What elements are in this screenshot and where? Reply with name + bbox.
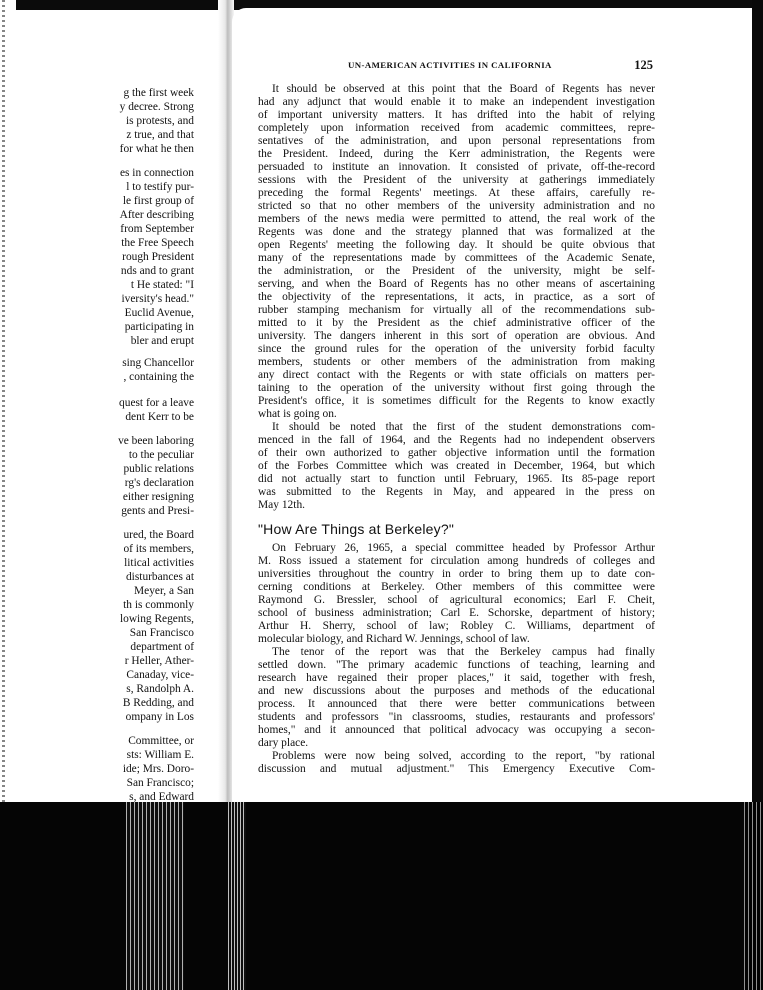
left-fragment: litical activities <box>124 557 194 569</box>
body-line: Arthur H. Sherry, school of law; Robley C. Williams, department of <box>258 620 655 632</box>
body-line: of the Forbes Committee which was created in December, 1964, but which <box>258 460 655 472</box>
page-header <box>258 58 655 74</box>
running-head: UN-AMERICAN ACTIVITIES IN CALIFORNIA <box>348 60 552 70</box>
left-fragment: rough President <box>122 251 194 263</box>
body-line: homes," and it announced that political advocacy was occupying a secon- <box>258 724 655 736</box>
left-fragment: Canaday, vice- <box>126 669 194 681</box>
body-line: what is going on. <box>258 408 337 420</box>
left-fragment: s, and Edward <box>129 791 194 803</box>
left-fragment: z true, and that <box>126 129 194 141</box>
body-line: members, students or other members of the administration from making <box>258 356 655 368</box>
body-line: preceding the formal Regents' meetings. At these affairs, carefully re- <box>258 187 655 199</box>
body-line: open Regents' meeting the following day. It should be quite obvious that <box>258 239 655 251</box>
body-line: school of business administration; Carl E. Schorske, department of history; <box>258 607 655 619</box>
body-line: settled down. "The primary academic functions of teaching, learning and <box>258 659 655 671</box>
body-line: and new discussions about the purposes and methods of the educational <box>258 685 655 697</box>
body-line: Problems were now being solved, according to the report, "by rational <box>272 750 655 762</box>
body-line: taining to the operation of the university without first going through the <box>258 382 655 394</box>
body-line: menced in the fall of 1964, and the Regents had no independent observers <box>258 434 655 446</box>
scan-streak <box>126 802 184 990</box>
left-fragment: es in connection <box>119 167 194 179</box>
section-heading: "How Are Things at Berkeley?" <box>258 521 455 537</box>
left-fragment: th is commonly <box>123 599 194 611</box>
body-line: May 12th. <box>258 499 306 511</box>
left-fragment: gents and Presi- <box>121 505 194 517</box>
body-line: university. The dangers inherent in this sort of operation are obvious. And <box>258 330 655 342</box>
left-fragment: department of <box>130 641 194 653</box>
left-fragment: sts: William E. <box>126 749 194 761</box>
left-fragment: ompany in Los <box>125 711 194 723</box>
left-fragment: B Redding, and <box>122 697 194 709</box>
body-line: of their own authorized to gather objective information until the formation <box>258 447 655 459</box>
scan-bottom-border <box>0 802 763 990</box>
left-fragment: dent Kerr to be <box>125 411 194 423</box>
left-fragment: sing Chancellor <box>122 357 194 369</box>
body-line: Raymond G. Bressler, school of agricultural economics; Earl F. Cheit, <box>258 594 655 606</box>
body-line: cerning conditions at Berkeley. Other members of this committee were <box>258 581 655 593</box>
body-line: persuaded to institute an innovation. It consisted of private, off-the-record <box>258 161 655 173</box>
body-line: the administration, or the President of the university, might be self- <box>258 265 655 277</box>
body-line: sentatives of the administration, and upon personal representations from <box>258 135 655 147</box>
left-fragment: iversity's head." <box>121 293 194 305</box>
left-fragment: ide; Mrs. Doro- <box>122 763 194 775</box>
body-line: M. Ross issued a statement for circulation among hundreds of colleges and <box>258 555 655 567</box>
left-fragment: r Heller, Ather- <box>124 655 194 667</box>
left-fragment: San Francisco <box>129 627 194 639</box>
body-line: sessions with the President of the university at gatherings immediately <box>258 174 655 186</box>
left-fragment: s, Randolph A. <box>126 683 194 695</box>
body-line: serving, and when the Board of Regents has no other means of ascertaining <box>258 278 655 290</box>
left-fragment: of its members, <box>123 543 194 555</box>
body-line: rubber stamping mechanism for virtually all of the recommendations sub- <box>258 304 655 316</box>
left-fragment: l to testify pur- <box>126 181 194 193</box>
left-fragment: Meyer, a San <box>134 585 194 597</box>
body-line: process. It announced that there were better communications between <box>258 698 655 710</box>
left-fragment: disturbances at <box>125 571 194 583</box>
left-fragment: the Free Speech <box>121 237 194 249</box>
left-fragment: public relations <box>123 463 194 475</box>
left-fragment: , containing the <box>123 371 194 383</box>
left-fragment: Committee, or <box>128 735 194 747</box>
body-line: dary place. <box>258 737 309 749</box>
left-fragment: After describing <box>119 209 194 221</box>
scan-streak <box>228 802 246 990</box>
body-line: any direct contact with the Regents or with state officials on matters per- <box>258 369 655 381</box>
body-line: since the ground rules for the operation of the university forbid faculty <box>258 343 655 355</box>
left-fragment: Euclid Avenue, <box>124 307 194 319</box>
left-fragment: either resigning <box>122 491 194 503</box>
left-fragment: t He stated: "I <box>130 279 194 291</box>
body-line: It should be noted that the first of the student demonstrations com- <box>272 421 655 433</box>
left-fragment: ve been laboring <box>118 435 194 447</box>
body-line: was submitted to the Regents in May, and appeared in the press on <box>258 486 655 498</box>
body-line: The tenor of the report was that the Berkeley campus had finally <box>272 646 655 658</box>
body-line: President's office, it is sometimes difficult for the Regents to know exactly <box>258 395 655 407</box>
body-line: completely upon information received from academic committees, repre- <box>258 122 655 134</box>
body-line: discussion and mutual adjustment." This Emergency Executive Com- <box>258 763 655 775</box>
left-fragment: is protests, and <box>125 115 194 127</box>
left-fragment: lowing Regents, <box>119 613 194 625</box>
left-fragment: participating in <box>124 321 194 333</box>
left-fragment: rg's declaration <box>124 477 194 489</box>
left-fragment: for what he then <box>119 143 194 155</box>
body-line: the President. Indeed, during the Kerr administration, the Regents were <box>258 148 655 160</box>
left-fragment: ured, the Board <box>123 529 194 541</box>
left-fragment: from September <box>120 223 194 235</box>
body-line: of important university matters. It has drifted into the habit of relying <box>258 109 655 121</box>
body-line: had any adjunct that would enable it to make an independent investigation <box>258 96 655 108</box>
left-fragment: g the first week <box>123 87 194 99</box>
scan-streak <box>744 802 763 990</box>
left-fragment: nds and to grant <box>120 265 194 277</box>
body-line: students and professors "in classrooms, studies, restaurants and professors' <box>258 711 655 723</box>
body-line: molecular biology, and Richard W. Jennings, school of law. <box>258 633 530 645</box>
left-fragment: bler and erupt <box>130 335 194 347</box>
left-fragment: quest for a leave <box>119 397 194 409</box>
page-number: 125 <box>634 58 653 72</box>
body-line: research have regained their proper places," it said, together with fresh, <box>258 672 655 684</box>
body-line: mitted to it by the President as the chief administrative officer of the <box>258 317 655 329</box>
body-line: the objectivity of the representations, it acts, in practice, as a sort of <box>258 291 655 303</box>
left-fragment: le first group of <box>122 195 194 207</box>
body-line: It should be observed at this point that the Board of Regents has never <box>272 83 655 95</box>
body-line: stricted so that no other members of the university administration and no <box>258 200 655 212</box>
left-fragment: y decree. Strong <box>119 101 194 113</box>
body-line: universities throughout the country in order to bring them up to date con- <box>258 568 655 580</box>
body-line: many of the representations made by committees of the Academic Senate, <box>258 252 655 264</box>
left-fragment: San Francisco; <box>126 777 194 789</box>
body-line: Regents was done and the strategy planned that was formalized at the <box>258 226 655 238</box>
left-fragment: to the peculiar <box>128 449 194 461</box>
body-line: members of the news media were permitted to attend, the real work of the <box>258 213 655 225</box>
body-line: did not actually start to function until February, 1965. Its 85-page report <box>258 473 655 485</box>
body-line: On February 26, 1965, a special committee headed by Professor Arthur <box>272 542 655 554</box>
